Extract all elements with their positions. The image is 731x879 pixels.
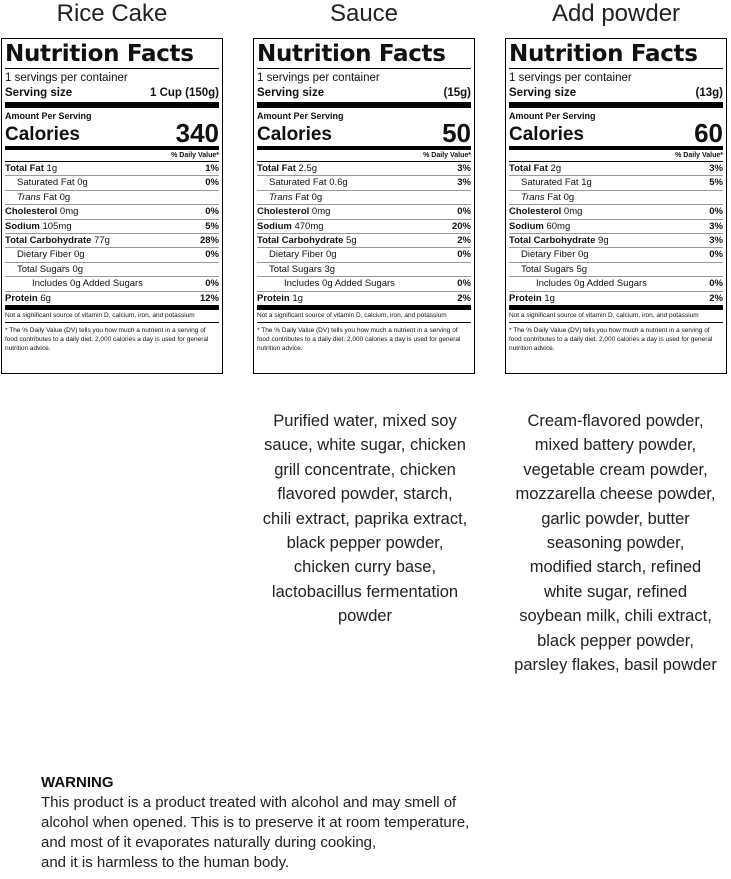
added-sugars-row: Includes 0g Added Sugars 0% [509, 277, 723, 291]
ingredient-line: vegetable cream powder, [523, 460, 708, 479]
not-significant-note: Not a significant source of vitamin D, calcium, iron, and potassium [257, 310, 471, 323]
ingredient-line: parsley flakes, basil powder [514, 656, 717, 675]
saturated-fat-row: Saturated Fat 0.6g 3% [257, 176, 471, 190]
protein-row: Protein 1g 2% [509, 292, 723, 310]
nutrition-facts-label [505, 38, 727, 374]
nutrition-facts-label [1, 38, 223, 374]
total-fat-row: Total Fat 1g 1% [5, 162, 219, 176]
warning-line: alcohol when opened. This is to preserve it at room temperature, [41, 814, 470, 831]
dietary-fiber-row: Dietary Fiber 0g 0% [257, 248, 471, 262]
ingredient-line: soybean milk, chili extract, [519, 607, 712, 626]
calories-label: Calories [5, 124, 80, 145]
daily-value-header: % Daily Value* [257, 150, 471, 162]
ingredient-line: garlic powder, butter [541, 509, 690, 528]
warning-title: WARNING [41, 774, 114, 791]
ingredient-line: mixed battery powder, [534, 436, 697, 455]
sodium-row: Sodium 60mg 3% [509, 220, 723, 234]
trans-fat-row: Trans Fat 0g [5, 191, 219, 205]
saturated-fat-row: Saturated Fat 1g 5% [509, 176, 723, 190]
daily-value-footnote: * The % Daily Value (DV) tells you how much a nutrient in a serving of food contributes to a daily diet. 2,000 calories a day is used for general nutrition advice. [257, 327, 461, 353]
serving-size-label: Serving size [257, 87, 325, 99]
nutrition-facts-label [253, 38, 475, 374]
ingredient-line: Purified water, mixed soy [273, 412, 457, 430]
calories-row [257, 118, 471, 150]
total-sugars-row: Total Sugars 5g [509, 263, 723, 277]
serving-size-label: Serving size [509, 87, 577, 99]
saturated-fat-row: Saturated Fat 0g 0% [5, 176, 219, 190]
calories-label: Calories [509, 124, 584, 145]
nutrition-column [1, 0, 223, 374]
nutrition-column [505, 0, 727, 374]
total-fat-row: Total Fat 2g 3% [509, 162, 723, 176]
not-significant-note: Not a significant source of vitamin D, calcium, iron, and potassium [5, 310, 219, 323]
serving-size-value: (15g) [443, 87, 471, 99]
serving-size-value: (13g) [695, 87, 723, 99]
warning-block [41, 773, 561, 873]
ingredient-line: black pepper powder, [537, 631, 694, 650]
total-carbohydrate-row: Total Carbohydrate 9g 3% [509, 234, 723, 248]
servings-per-container: 1 servings per container [5, 72, 128, 84]
cholesterol-row: Cholesterol 0mg 0% [5, 205, 219, 219]
protein-row: Protein 6g 12% [5, 292, 219, 310]
nutrition-facts-heading: Nutrition Facts [257, 41, 471, 69]
serving-size-row [257, 86, 471, 108]
added-sugars-row: Includes 0g Added Sugars 0% [5, 277, 219, 291]
trans-fat-row: Trans Fat 0g [509, 191, 723, 205]
calories-label: Calories [257, 124, 332, 145]
ingredient-line: chili extract, paprika extract, [262, 509, 468, 528]
ingredient-line: mozzarella cheese powder, [515, 485, 716, 504]
calories-value: 60 [694, 118, 723, 148]
nutrition-facts-heading: Nutrition Facts [5, 41, 219, 69]
not-significant-note: Not a significant source of vitamin D, calcium, iron, and potassium [509, 310, 723, 323]
serving-size-row [5, 86, 219, 108]
warning-line: This product is a product treated with alcohol and may smell of [41, 794, 457, 811]
ingredient-line: grill concentrate, chicken [274, 460, 456, 479]
servings-per-container: 1 servings per container [257, 72, 380, 84]
nutrition-facts-heading: Nutrition Facts [509, 41, 723, 69]
ingredient-line: chicken curry base, [293, 558, 437, 577]
calories-row [509, 118, 723, 150]
daily-value-footnote: * The % Daily Value (DV) tells you how much a nutrient in a serving of food contributes to a daily diet. 2,000 calories a day is used for general nutrition advice. [5, 327, 209, 353]
ingredient-line: black pepper powder, [286, 534, 444, 553]
column-title: Add powder [551, 0, 681, 27]
warning-line: and most of it evaporates naturally during cooking, [41, 834, 377, 851]
added-sugars-row: Includes 0g Added Sugars 0% [257, 277, 471, 291]
ingredient-line: flavored powder, starch, [277, 485, 453, 504]
daily-value-header: % Daily Value* [509, 150, 723, 162]
total-carbohydrate-row: Total Carbohydrate 5g 2% [257, 234, 471, 248]
trans-fat-row: Trans Fat 0g [257, 191, 471, 205]
powder-ingredients [500, 409, 731, 677]
total-sugars-row: Total Sugars 0g [5, 263, 219, 277]
ingredient-line: seasoning powder, [546, 534, 685, 553]
serving-size-row [509, 86, 723, 108]
calories-value: 340 [175, 118, 219, 148]
daily-value-footnote: * The % Daily Value (DV) tells you how much a nutrient in a serving of food contributes to a daily diet. 2,000 calories a day is used for general nutrition advice. [509, 327, 713, 353]
serving-size-label: Serving size [5, 87, 73, 99]
ingredient-line: sauce, white sugar, chicken [264, 436, 466, 455]
dietary-fiber-row: Dietary Fiber 0g 0% [5, 248, 219, 262]
servings-per-container: 1 servings per container [509, 72, 632, 84]
sodium-row: Sodium 105mg 5% [5, 220, 219, 234]
nutrition-column [253, 0, 475, 374]
amount-per-serving: Amount Per Serving [509, 111, 596, 121]
amount-per-serving: Amount Per Serving [257, 111, 344, 121]
column-title: Sauce [329, 0, 399, 27]
total-fat-row: Total Fat 2.5g 3% [257, 162, 471, 176]
sauce-ingredients [252, 409, 478, 629]
cholesterol-row: Cholesterol 0mg 0% [509, 205, 723, 219]
amount-per-serving: Amount Per Serving [5, 111, 92, 121]
ingredient-line: powder [337, 607, 393, 626]
warning-text [41, 793, 561, 873]
sodium-row: Sodium 470mg 20% [257, 220, 471, 234]
ingredient-line: white sugar, refined [543, 582, 688, 601]
ingredient-line: Cream-flavored powder, [527, 412, 704, 430]
protein-row: Protein 1g 2% [257, 292, 471, 310]
ingredient-line: lactobacillus fermentation [271, 582, 459, 601]
total-sugars-row: Total Sugars 3g [257, 263, 471, 277]
dietary-fiber-row: Dietary Fiber 0g 0% [509, 248, 723, 262]
calories-row [5, 118, 219, 150]
daily-value-header: % Daily Value* [5, 150, 219, 162]
warning-line: and it is harmless to the human body. [41, 854, 290, 871]
column-title: Rice Cake [56, 0, 168, 27]
total-carbohydrate-row: Total Carbohydrate 77g 28% [5, 234, 219, 248]
serving-size-value: 1 Cup (150g) [149, 87, 219, 99]
calories-value: 50 [442, 118, 471, 148]
ingredient-line: modified starch, refined [529, 558, 702, 577]
cholesterol-row: Cholesterol 0mg 0% [257, 205, 471, 219]
